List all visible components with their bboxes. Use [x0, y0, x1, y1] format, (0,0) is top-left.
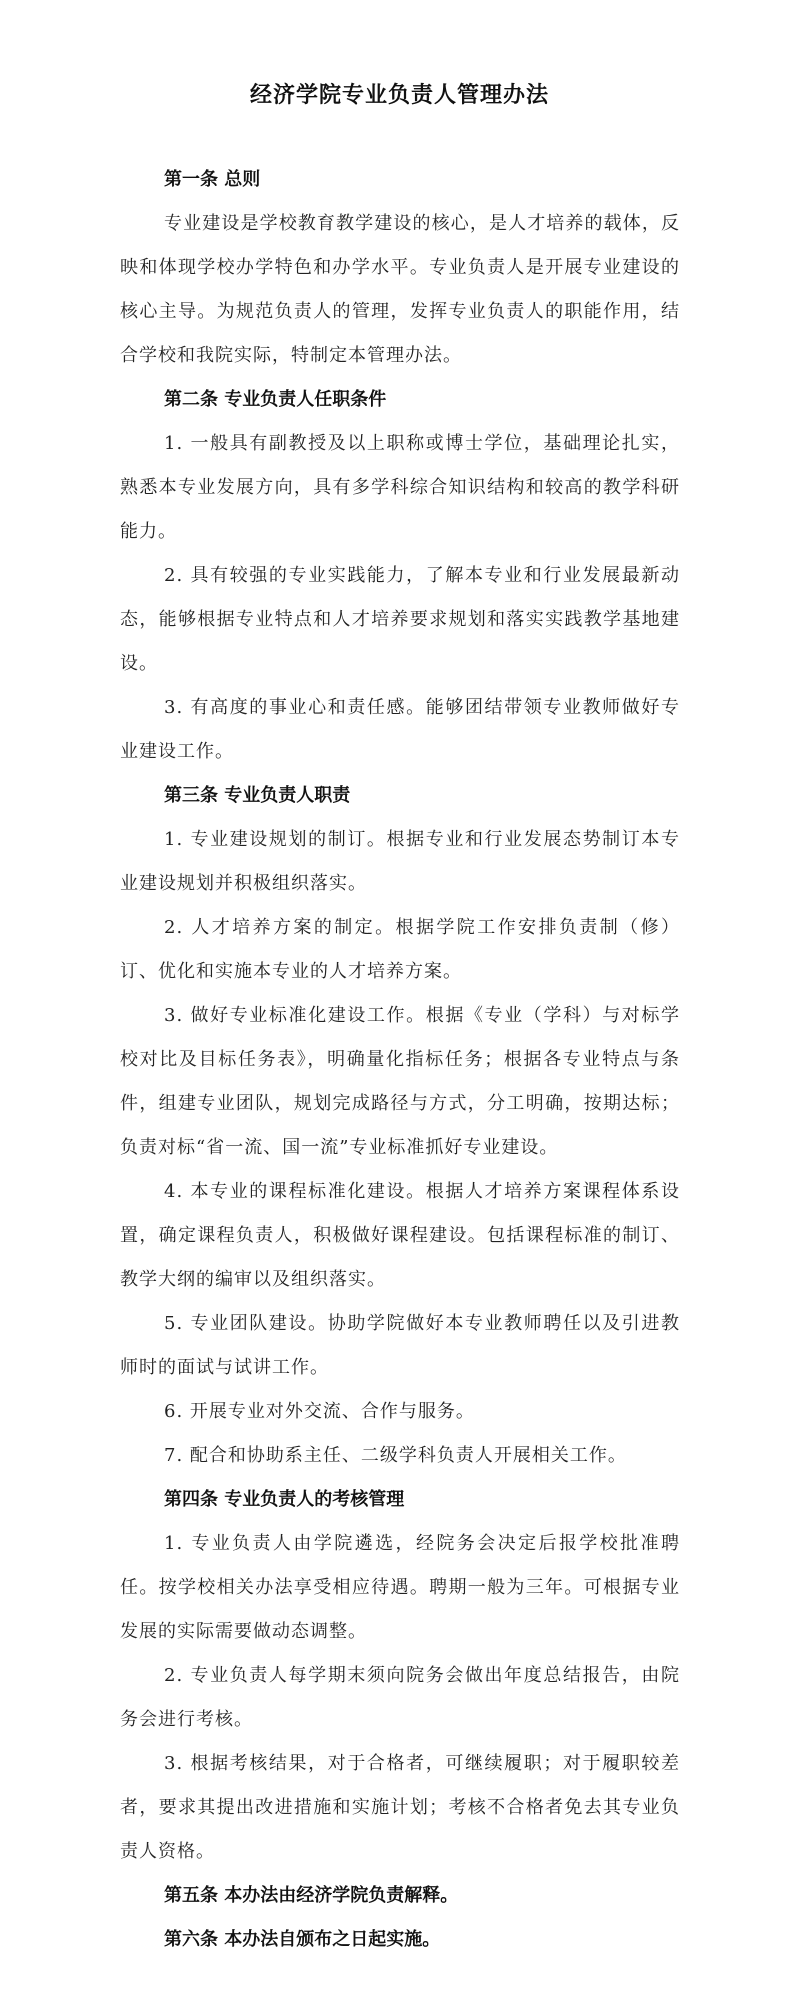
article-3-paragraph-5: 5. 专业团队建设。协助学院做好本专业教师聘任以及引进教师时的面试与试讲工作。	[120, 1313, 680, 1378]
article-1-paragraph-1: 专业建设是学校教育教学建设的核心，是人才培养的载体，反映和体现学校办学特色和办学水平。专业负责人是开展专业建设的核心主导。为规范负责人的管理，发挥专业负责人的职能作用，结合学校和我院实际，特制定本管理办法。	[120, 213, 680, 366]
article-4-paragraph-3: 3. 根据考核结果，对于合格者，可继续履职；对于履职较差者，要求其提出改进措施和实施计划；考核不合格者免去其专业负责人资格。	[120, 1753, 680, 1862]
article-2-paragraph-1: 1. 一般具有副教授及以上职称或博士学位，基础理论扎实，熟悉本专业发展方向，具有多学科综合知识结构和较高的教学科研能力。	[120, 433, 680, 542]
document-body	[120, 158, 680, 1962]
article-3-paragraph-7: 7. 配合和协助系主任、二级学科负责人开展相关工作。	[164, 1445, 627, 1466]
article-2-paragraph-3: 3. 有高度的事业心和责任感。能够团结带领专业教师做好专业建设工作。	[120, 697, 680, 762]
article-3-heading: 第三条 专业负责人职责	[164, 785, 351, 806]
article-2-heading: 第二条 专业负责人任职条件	[164, 389, 387, 410]
article-3-paragraph-4: 4. 本专业的课程标准化建设。根据人才培养方案课程体系设置，确定课程负责人，积极做好课程建设。包括课程标准的制订、教学大纲的编审以及组织落实。	[120, 1181, 680, 1290]
article-3-paragraph-3: 3. 做好专业标准化建设工作。根据《专业（学科）与对标学校对比及目标任务表》，明确量化指标任务；根据各专业特点与条件，组建专业团队，规划完成路径与方式，分工明确，按期达标；负责对标“省一流、国一流”专业标准抓好专业建设。	[120, 1005, 680, 1158]
article-4-heading: 第四条 专业负责人的考核管理	[164, 1489, 405, 1510]
article-3-paragraph-6: 6. 开展专业对外交流、合作与服务。	[164, 1401, 475, 1422]
article-6-heading: 第六条 本办法自颁布之日起实施。	[164, 1929, 441, 1950]
article-4-paragraph-2: 2. 专业负责人每学期末须向院务会做出年度总结报告，由院务会进行考核。	[120, 1665, 680, 1730]
article-4-paragraph-1: 1. 专业负责人由学院遴选，经院务会决定后报学校批准聘任。按学校相关办法享受相应待遇。聘期一般为三年。可根据专业发展的实际需要做动态调整。	[120, 1533, 680, 1642]
document-title: 经济学院专业负责人管理办法	[249, 83, 549, 108]
article-5-heading: 第五条 本办法由经济学院负责解释。	[164, 1885, 459, 1906]
article-3-paragraph-2: 2. 人才培养方案的制定。根据学院工作安排负责制（修）订、优化和实施本专业的人才培养方案。	[120, 917, 680, 982]
article-1-heading: 第一条 总则	[164, 169, 261, 190]
article-2-paragraph-2: 2. 具有较强的专业实践能力，了解本专业和行业发展最新动态，能够根据专业特点和人才培养要求规划和落实实践教学基地建设。	[120, 565, 680, 674]
article-3-paragraph-1: 1. 专业建设规划的制订。根据专业和行业发展态势制订本专业建设规划并积极组织落实。	[120, 829, 680, 894]
